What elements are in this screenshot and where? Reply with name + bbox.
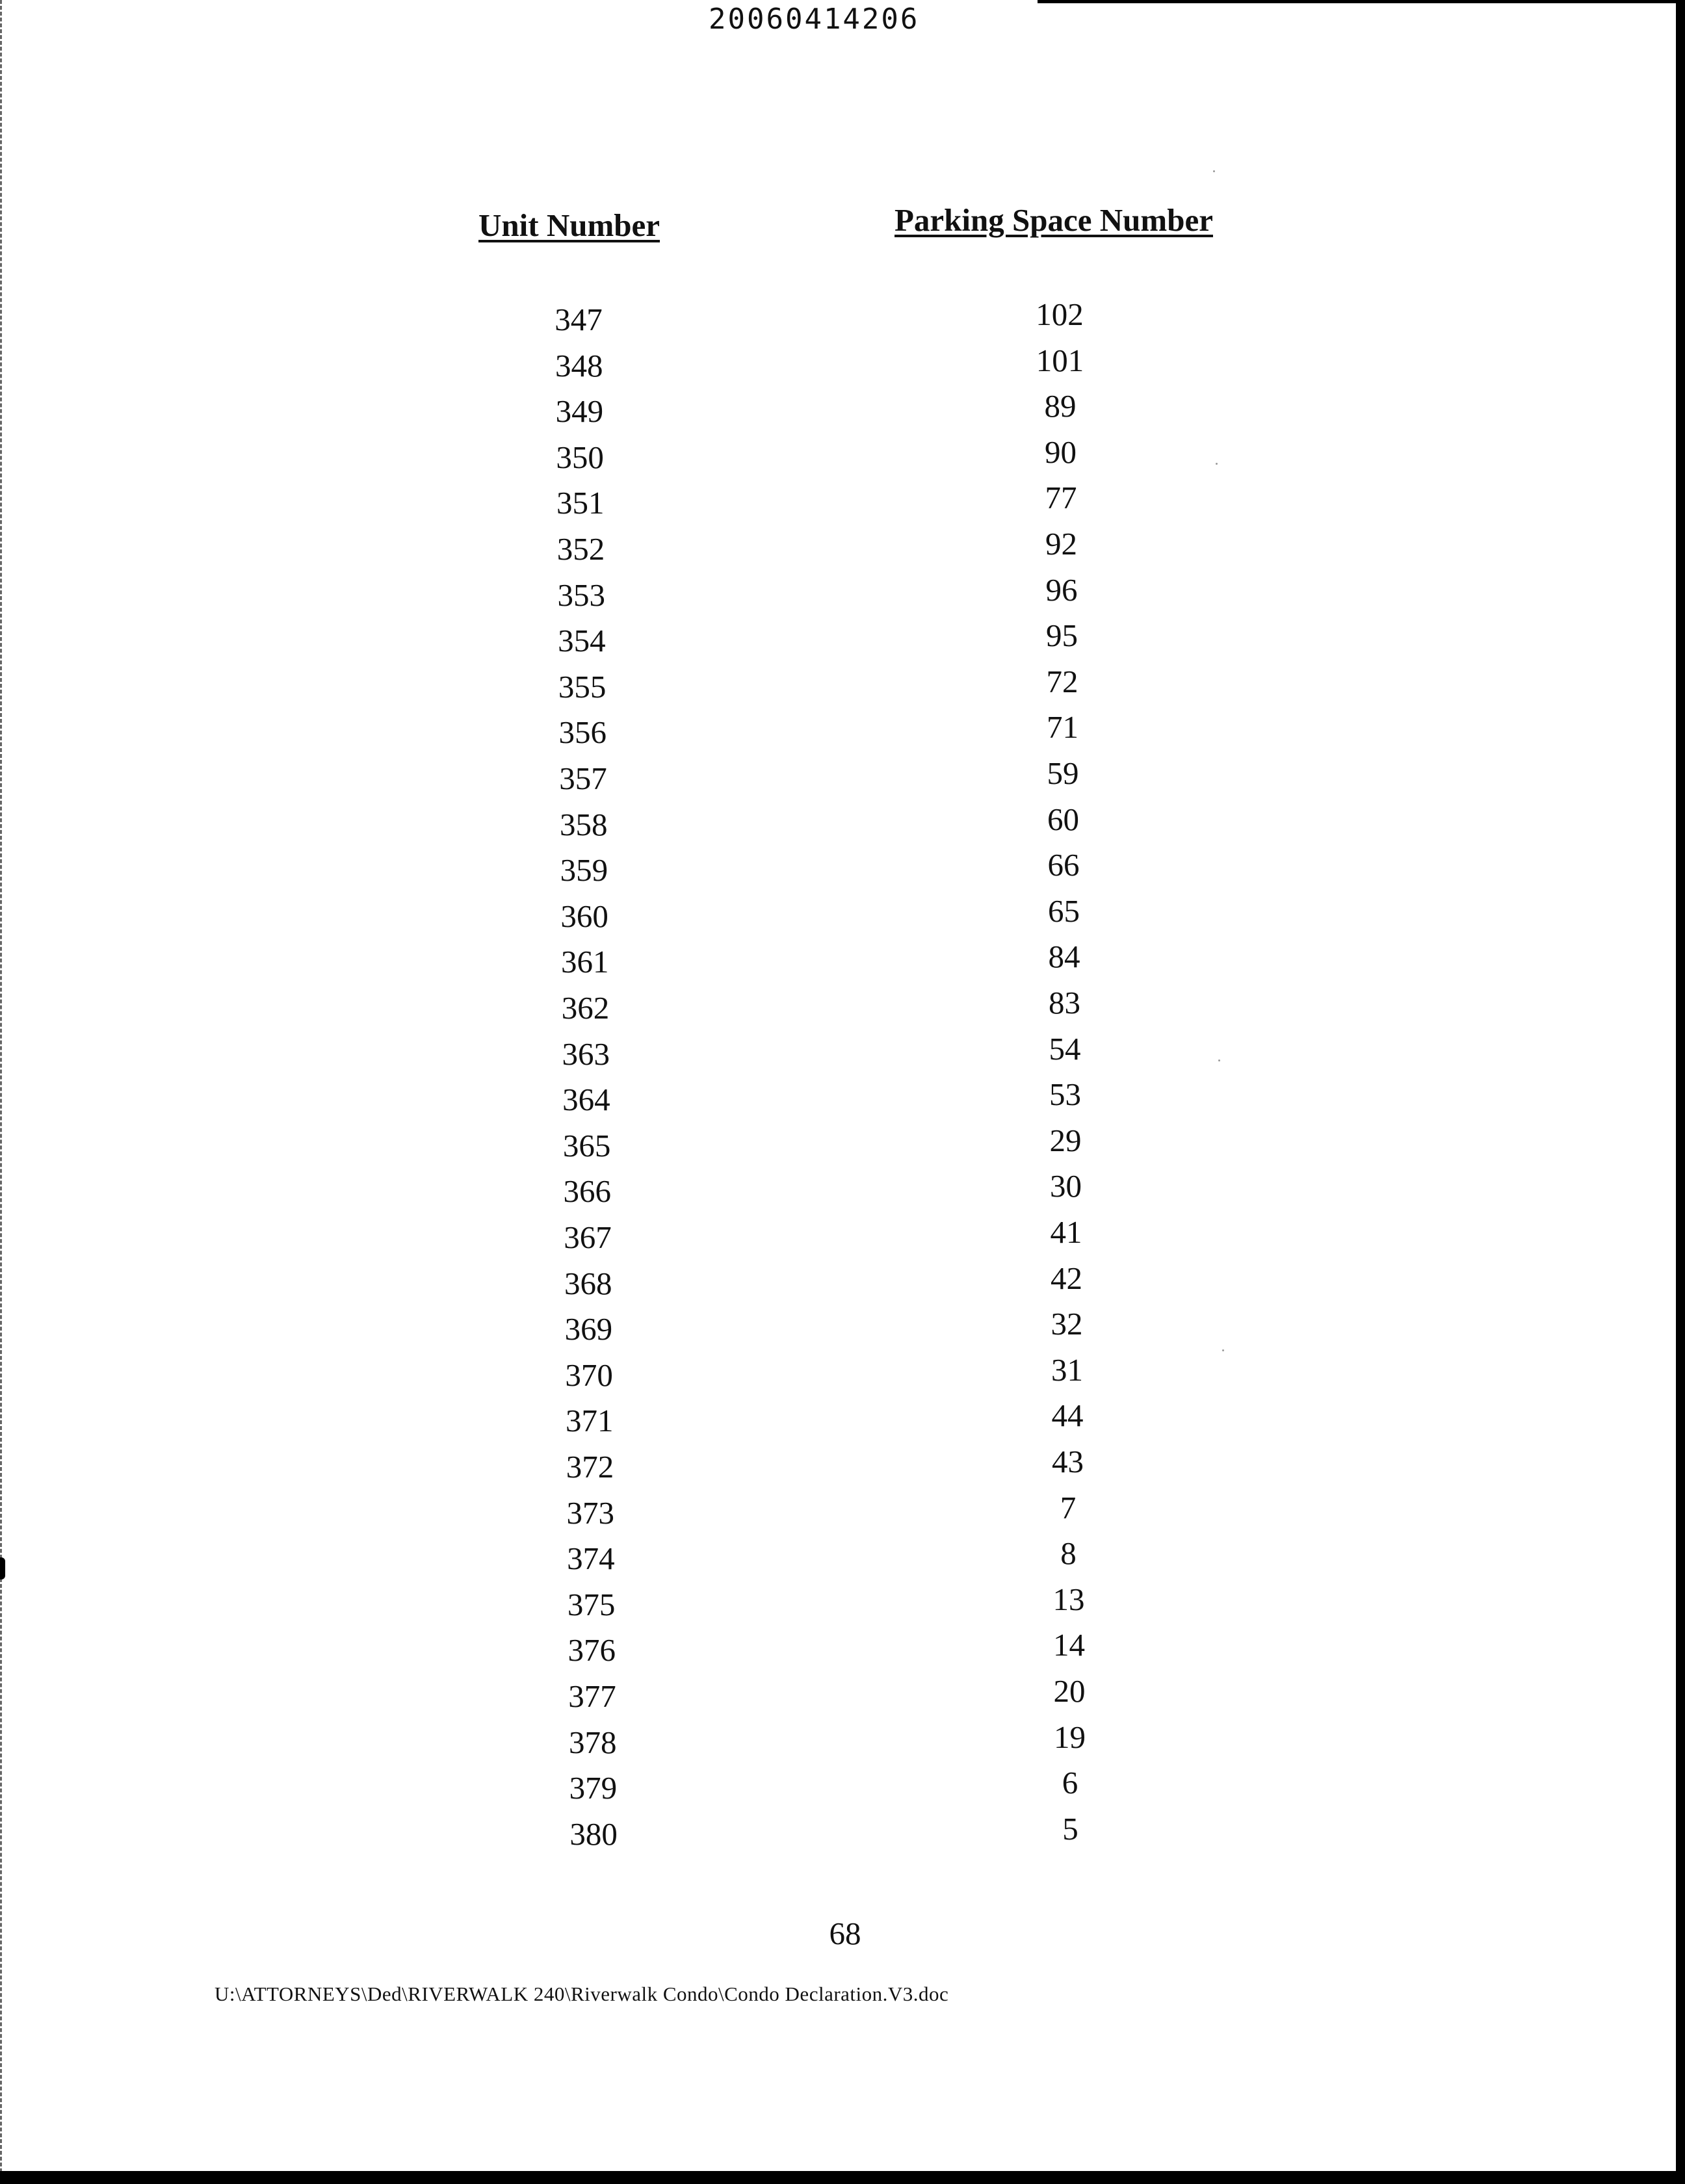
parking-space-cell: 95 (1046, 618, 1078, 654)
parking-space-cell: 59 (1047, 755, 1079, 791)
unit-number-cell: 347 (555, 302, 603, 337)
unit-number-cell: 354 (558, 623, 606, 659)
unit-number-cell: 377 (568, 1678, 616, 1714)
table-row (0, 985, 1685, 1034)
parking-space-number-header: Parking Space Number (895, 202, 1213, 238)
unit-number-cell: 359 (560, 852, 608, 889)
parking-space-cell: 43 (1052, 1444, 1084, 1479)
table-row (0, 892, 1685, 942)
table-row (0, 1627, 1685, 1676)
page-number: 68 (829, 1916, 861, 1951)
parking-space-cell: 32 (1051, 1306, 1083, 1342)
unit-number-cell: 351 (556, 485, 605, 521)
parking-space-cell: 8 (1060, 1535, 1077, 1572)
table-row (0, 296, 1685, 346)
table-row (0, 1214, 1685, 1264)
parking-space-cell: 29 (1049, 1122, 1082, 1158)
table-row (0, 663, 1685, 713)
table-row (0, 1122, 1685, 1172)
unit-number-cell: 358 (559, 806, 608, 842)
table-row (0, 1030, 1685, 1080)
table-row (0, 1076, 1685, 1126)
table-row (0, 1581, 1685, 1631)
unit-number-cell: 369 (564, 1311, 613, 1347)
table-row (0, 755, 1685, 805)
parking-space-cell: 90 (1045, 434, 1077, 470)
parking-space-cell: 92 (1045, 526, 1077, 562)
unit-number-cell: 348 (555, 347, 603, 384)
unit-number-cell: 365 (562, 1127, 611, 1164)
table-row (0, 1444, 1685, 1493)
table-row (0, 388, 1685, 437)
unit-number-cell: 375 (567, 1586, 616, 1622)
unit-number-cell: 350 (556, 439, 604, 475)
table-row (0, 1398, 1685, 1447)
table-row (0, 1351, 1685, 1401)
unit-number-cell: 360 (560, 898, 608, 934)
unit-number-cell: 356 (558, 714, 607, 751)
table-row (0, 1673, 1685, 1722)
unit-number-cell: 367 (564, 1219, 612, 1255)
table-row (0, 618, 1685, 667)
parking-space-cell: 30 (1050, 1168, 1082, 1204)
parking-space-cell: 71 (1047, 709, 1078, 746)
unit-number-cell: 352 (556, 531, 605, 567)
unit-number-cell: 349 (555, 393, 604, 430)
table-row (0, 847, 1685, 896)
unit-number-cell: 363 (562, 1035, 610, 1072)
unit-number-cell: 366 (563, 1173, 612, 1210)
parking-space-cell: 44 (1051, 1398, 1084, 1434)
table-row (0, 571, 1685, 621)
parking-space-cell: 66 (1047, 847, 1080, 883)
table-row (0, 1810, 1685, 1860)
scan-bottom-edge (0, 2171, 1685, 2184)
table-row (0, 1168, 1685, 1217)
parking-space-cell: 5 (1062, 1810, 1078, 1847)
unit-number-cell: 362 (561, 990, 610, 1026)
footer-file-path: U:\ATTORNEYS\Ded\RIVERWALK 240\Riverwalk Condo\Condo Declaration.V3.doc (215, 1982, 949, 2005)
unit-number-cell: 353 (557, 577, 605, 613)
unit-number-cell: 355 (558, 668, 607, 705)
unit-number-cell: 376 (568, 1632, 616, 1669)
document-number: 20060414206 (709, 3, 920, 36)
unit-number-cell: 364 (562, 1082, 610, 1118)
parking-space-cell: 42 (1051, 1260, 1082, 1296)
unit-number-cell: 371 (566, 1403, 614, 1439)
parking-space-cell: 89 (1044, 388, 1077, 424)
table-row (0, 801, 1685, 851)
parking-space-cell: 41 (1050, 1214, 1082, 1250)
unit-number-cell: 368 (564, 1265, 612, 1301)
parking-space-cell: 20 (1053, 1673, 1086, 1709)
table-row (0, 709, 1685, 759)
parking-space-cell: 96 (1045, 571, 1078, 608)
parking-space-cell: 102 (1036, 296, 1084, 332)
table-row (0, 434, 1685, 484)
unit-number-cell: 380 (569, 1815, 618, 1852)
scan-top-edge (1038, 0, 1685, 3)
unit-number-cell: 372 (566, 1449, 614, 1485)
parking-space-cell: 60 (1047, 801, 1079, 837)
table-row (0, 1489, 1685, 1539)
parking-space-cell: 72 (1046, 663, 1078, 699)
parking-space-cell: 53 (1049, 1076, 1081, 1113)
parking-space-cell: 6 (1062, 1765, 1078, 1801)
unit-number-cell: 357 (559, 760, 607, 796)
parking-space-cell: 13 (1052, 1581, 1085, 1617)
unit-number-cell: 374 (567, 1540, 615, 1577)
table-row (0, 1719, 1685, 1769)
parking-space-cell: 84 (1048, 939, 1080, 975)
parking-space-cell: 54 (1049, 1030, 1081, 1067)
table-row (0, 480, 1685, 529)
unit-number-cell: 378 (568, 1724, 617, 1760)
unit-number-cell: 370 (565, 1357, 613, 1393)
parking-space-cell: 14 (1053, 1627, 1085, 1663)
parking-space-cell: 19 (1054, 1719, 1086, 1755)
parking-space-cell: 77 (1045, 480, 1077, 516)
parking-space-cell: 65 (1048, 892, 1080, 929)
unit-number-cell: 373 (566, 1494, 614, 1531)
parking-space-cell: 7 (1060, 1489, 1077, 1526)
parking-space-cell: 83 (1049, 985, 1080, 1020)
table-row (0, 939, 1685, 988)
table-row (0, 1765, 1685, 1814)
table-row (0, 526, 1685, 575)
unit-number-header: Unit Number (478, 207, 660, 243)
table-row (0, 1535, 1685, 1585)
unit-number-cell: 379 (569, 1770, 618, 1806)
scan-speck (1213, 170, 1215, 172)
table-row (0, 342, 1685, 392)
parking-space-cell: 31 (1051, 1351, 1083, 1388)
parking-space-cell: 101 (1036, 342, 1084, 378)
table-row (0, 1260, 1685, 1310)
table-row (0, 1306, 1685, 1355)
unit-number-cell: 361 (561, 944, 609, 980)
